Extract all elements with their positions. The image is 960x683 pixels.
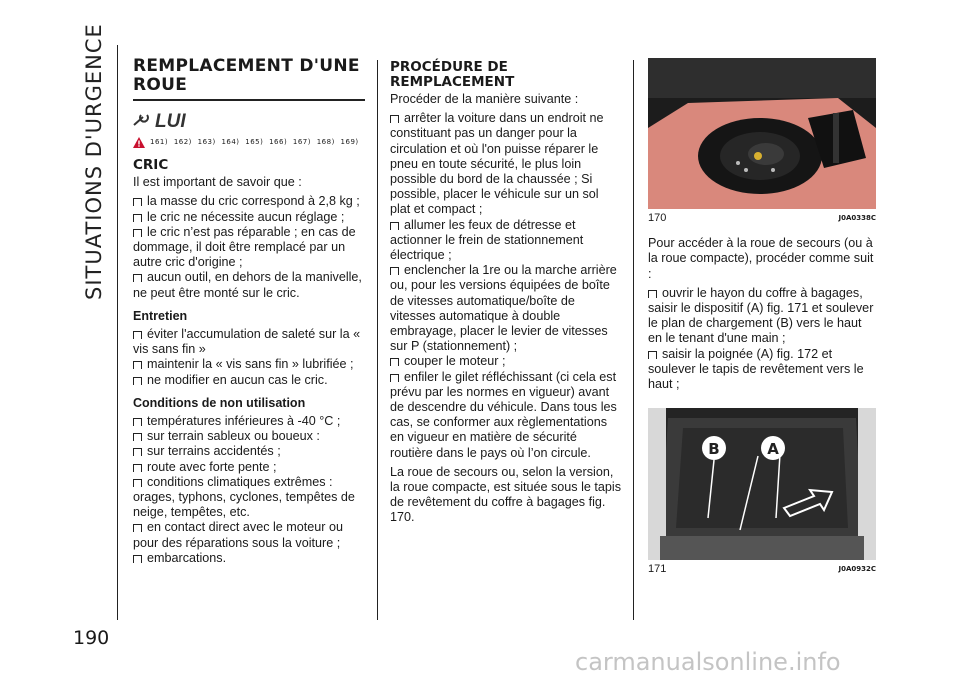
cric-intro: Il est important de savoir que : (133, 175, 302, 190)
list-item: sur terrains accidentés ; (133, 444, 365, 459)
list-item: saisir la poignée (A) fig. 172 et soulever le tapis de revêtement vers le haut ; (648, 346, 864, 392)
bullet-icon (133, 198, 142, 206)
bullet-icon (133, 433, 142, 441)
watermark: carmanualsonline.info (575, 648, 841, 676)
bullet-icon (390, 374, 399, 382)
trunk-image (648, 408, 876, 560)
page-number: 190 (73, 627, 110, 649)
bullet-icon (648, 290, 657, 298)
label-b: B (708, 440, 720, 459)
warning-references (133, 135, 365, 150)
conditions-list (133, 414, 365, 566)
bullet-icon (648, 351, 657, 359)
bullet-icon (133, 331, 142, 339)
list-item: éviter l'accumulation de saleté sur la « vis sans fin » (133, 327, 361, 357)
entretien-heading: Entretien (133, 308, 188, 323)
figure-170-code: J0A0338C (838, 214, 876, 222)
figure-171-trunk (648, 408, 876, 560)
bullet-icon (133, 214, 142, 222)
procedure-intro: Procéder de la manière suivante : (390, 92, 579, 106)
list-item: arrêter la voiture dans un endroit ne constituant pas un danger pour la circulation et où l'on puisse réparer le pneu en toute sécurité, le plus loin possible du bord de la chaussée ; Si possible, placer le véhicule sur un sol plat et compact ; (390, 111, 604, 217)
side-divider (117, 45, 118, 620)
column-2 (390, 60, 622, 530)
tool-icon-row (133, 111, 365, 133)
bullet-icon (133, 361, 142, 369)
figure-170-spare-wheel (648, 58, 876, 209)
bullet-icon (133, 377, 142, 385)
bullet-icon (390, 267, 399, 275)
procedure-list (390, 111, 622, 461)
figure-171-number: 171 (648, 563, 667, 576)
procedure-heading: PROCÉDURE DE REMPLACEMENT (390, 59, 515, 90)
list-item: enfiler le gilet réfléchissant (ci cela est prévu par les normes en vigueur) avant de descendre du véhicule. Dans tous les cas, se conformer aux règlementations en vigueur en matière de sécurité routière dans le pays où l’on circule. (390, 369, 617, 460)
spare-wheel-image (648, 58, 876, 209)
list-item: maintenir la « vis sans fin » lubrifiée ; (133, 357, 365, 372)
entretien-list (133, 327, 365, 388)
procedure-closing: La roue de secours ou, selon la version, la roue compacte, est située sous le tapis de revêtement du coffre à bagages fig. 170. (390, 464, 622, 525)
list-item: allumer les feux de détresse et actionner le frein de stationnement électrique ; (390, 217, 584, 263)
bullet-icon (133, 418, 142, 426)
list-item: enclencher la 1re ou la marche arrière ou, pour les versions équipées de boîte de vitesses automatique/boîte de vitesses automatique à double embrayage, placer le levier de vitesses sur P (stationnement) ; (390, 263, 617, 354)
list-item: en contact direct avec le moteur ou pour des réparations sous la voiture ; (133, 520, 344, 550)
wrench-icon (133, 111, 155, 127)
list-item: températures inférieures à -40 °C ; (133, 414, 365, 429)
list-item: ne modifier en aucun cas le cric. (133, 373, 365, 388)
column-divider-2 (633, 60, 634, 620)
list-item: le cric ne nécessite aucun réglage ; (133, 210, 365, 225)
cric-heading: CRIC (133, 157, 169, 174)
list-item: sur terrain sableux ou boueux : (133, 429, 365, 444)
list-item: couper le moteur ; (390, 354, 622, 369)
conditions-heading: Conditions de non utilisation (133, 395, 306, 410)
warning-refs-text: 161) 162) 163) 164) 165) 166) 167) 168) 169) (150, 138, 359, 146)
bullet-icon (133, 479, 142, 487)
bullet-icon (133, 524, 142, 532)
bullet-icon (390, 222, 399, 230)
list-item: embarcations. (133, 551, 365, 566)
access-intro: Pour accéder à la roue de secours (ou à la roue compacte), procéder comme suit : (648, 236, 874, 281)
bullet-icon (133, 464, 142, 472)
list-item: le cric n’est pas réparable ; en cas de dommage, il doit être remplacé par un autre cric d'origine ; (133, 224, 356, 270)
list-item: aucun outil, en dehors de la manivelle, ne peut être monté sur le cric. (133, 270, 362, 300)
cric-list (133, 194, 365, 300)
tool-icon-text: LUI (155, 111, 186, 132)
figure-171-code: J0A0932C (838, 565, 876, 574)
figure-171-caption (648, 562, 876, 577)
column-3 (648, 58, 876, 587)
page-title: REMPLACEMENT D'UNE ROUE (133, 57, 365, 101)
label-a: A (767, 440, 779, 459)
column-1 (133, 57, 365, 566)
section-side-title: SITUATIONS D'URGENCE (82, 23, 106, 300)
bullet-icon (133, 229, 142, 237)
bullet-icon (133, 274, 142, 282)
access-list (648, 286, 876, 392)
list-item: conditions climatiques extrêmes : orages, typhons, cyclones, tempêtes de neige, tempêtes, etc. (133, 474, 355, 520)
figure-170-number: 170 (648, 212, 667, 224)
bullet-icon (133, 448, 142, 456)
column-divider-1 (377, 60, 378, 620)
bullet-icon (133, 555, 142, 563)
list-item: route avec forte pente ; (133, 460, 365, 475)
warning-triangle-icon (133, 137, 145, 148)
bullet-icon (390, 358, 399, 366)
list-item: ouvrir le hayon du coffre à bagages, saisir le dispositif (A) fig. 171 et soulever le plan de chargement (B) vers le haut en le tenant d'une main ; (648, 285, 874, 346)
figure-170-caption (648, 211, 876, 226)
bullet-icon (390, 115, 399, 123)
list-item: la masse du cric correspond à 2,8 kg ; (133, 194, 365, 209)
